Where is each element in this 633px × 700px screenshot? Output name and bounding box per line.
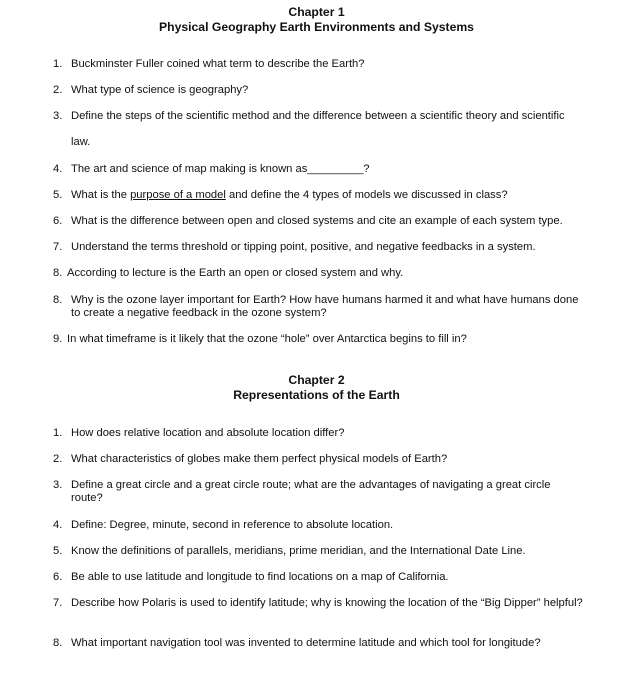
question-item: [53, 215, 583, 228]
question-text: How does relative location and absolute location differ?: [71, 427, 345, 439]
question-number: 7.: [53, 597, 63, 609]
chapter-1-subtitle: Physical Geography Earth Environments and Systems: [159, 20, 474, 34]
question-number: 6.: [53, 571, 63, 583]
question-number: 3.: [53, 110, 63, 122]
question-number: 4.: [53, 519, 63, 531]
question-number: 2.: [53, 84, 63, 96]
question-number: 6.: [53, 215, 63, 227]
question-number: 8.: [53, 294, 63, 306]
question-item: [53, 241, 583, 254]
question-item: [53, 58, 583, 71]
question-item: [53, 427, 583, 440]
underlined-phrase: purpose of a model: [130, 189, 226, 201]
question-number: 9.: [53, 333, 63, 345]
question-item: [53, 597, 583, 610]
question-text: The art and science of map making is known as_________?: [71, 163, 370, 175]
question-text: Define the steps of the scientific method and the difference between a scientific theory and scientific: [71, 110, 565, 122]
question-number: 7.: [53, 241, 63, 253]
question-item: [53, 84, 583, 97]
question-text: What important navigation tool was invented to determine latitude and which tool for longitude?: [71, 637, 541, 649]
question-text: Why is the ozone layer important for Earth? How have humans harmed it and what have humans done to create a negative feedback in the ozone system?: [71, 294, 579, 319]
question-item: [53, 110, 583, 149]
question-number: 5.: [53, 545, 63, 557]
chapter-2-heading: [0, 373, 633, 403]
question-number: 3.: [53, 479, 63, 491]
question-item: [53, 519, 583, 532]
question-number: 1.: [53, 427, 63, 439]
question-number: 4.: [53, 163, 63, 175]
question-number: 1.: [53, 58, 63, 70]
question-item: [53, 189, 583, 202]
question-item: [53, 163, 583, 176]
question-text: In what timeframe is it likely that the ozone “hole” over Antarctica begins to fill in?: [67, 333, 467, 345]
question-item: [53, 545, 583, 558]
question-text: Buckminster Fuller coined what term to describe the Earth?: [71, 58, 365, 70]
question-text: What characteristics of globes make them perfect physical models of Earth?: [71, 453, 448, 465]
question-text-continued: law.: [71, 136, 91, 148]
question-text: What is the difference between open and closed systems and cite an example of each system type.: [71, 215, 563, 227]
chapter-1-title: Chapter 1: [288, 5, 345, 19]
question-text: Define a great circle and a great circle route; what are the advantages of navigating a great circle route?: [71, 479, 551, 504]
chapter-2-title: Chapter 2: [288, 373, 345, 387]
question-text: Understand the terms threshold or tipping point, positive, and negative feedbacks in a system.: [71, 241, 536, 253]
question-text: According to lecture is the Earth an open or closed system and why.: [67, 267, 404, 279]
question-text-part: and define the 4 types of models we discussed in class?: [225, 189, 508, 201]
question-item: [53, 333, 583, 346]
question-item: [53, 267, 583, 280]
question-text: Be able to use latitude and longitude to find locations on a map of California.: [71, 571, 449, 583]
question-item: [53, 637, 583, 650]
question-text-part: What is the: [71, 189, 131, 201]
question-item: [53, 294, 583, 320]
question-text: Know the definitions of parallels, meridians, prime meridian, and the International Date Line.: [71, 545, 526, 557]
question-item: [53, 453, 583, 466]
question-number: 5.: [53, 189, 63, 201]
question-text: Define: Degree, minute, second in reference to absolute location.: [71, 519, 394, 531]
question-number: 8.: [53, 637, 63, 649]
question-item: [53, 479, 583, 505]
question-number: 2.: [53, 453, 63, 465]
chapter-2-subtitle: Representations of the Earth: [233, 388, 400, 402]
chapter-1-heading: [0, 5, 633, 35]
question-text: What type of science is geography?: [71, 84, 249, 96]
question-text: Describe how Polaris is used to identify latitude; why is knowing the location of the “Big Dipper” helpful?: [71, 597, 583, 609]
question-text: [71, 189, 583, 202]
question-number: 8.: [53, 267, 63, 279]
question-item: [53, 571, 583, 584]
